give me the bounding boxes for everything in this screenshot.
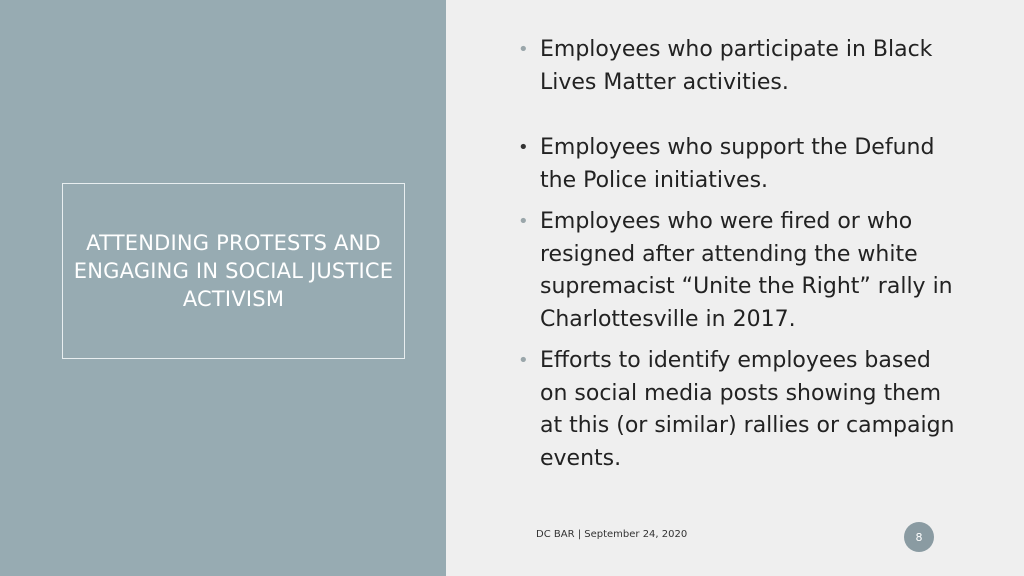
bullet-text: Efforts to identify employees based on social media posts showing them at this (or similar) rallies or campaign events. — [540, 348, 955, 471]
slide-footer: DC BAR | September 24, 2020 — [536, 529, 688, 540]
slide-title: ATTENDING PROTESTS AND ENGAGING IN SOCIAL JUSTICE ACTIVISM — [73, 231, 394, 311]
bullet-text: Employees who were fired or who resigned after attending the white supremacist “Unite the Right” rally in Charlottesville in 2017. — [540, 209, 953, 332]
bullet-item — [518, 34, 958, 99]
content-panel — [446, 0, 1024, 576]
bullet-text: Employees who support the Defund the Police initiatives. — [540, 135, 935, 193]
bullet-list — [518, 34, 958, 475]
bullet-item — [518, 206, 958, 336]
title-frame — [62, 183, 405, 359]
bullet-item — [518, 132, 958, 197]
bullet-icon: • — [518, 137, 529, 158]
bullet-icon: • — [518, 39, 529, 60]
bullet-text: Employees who participate in Black Lives Matter activities. — [540, 37, 933, 95]
title-panel — [0, 0, 446, 576]
bullet-icon: • — [518, 211, 529, 232]
bullet-item — [518, 345, 958, 475]
page-number-badge: 8 — [904, 522, 934, 552]
bullet-icon: • — [518, 350, 529, 371]
